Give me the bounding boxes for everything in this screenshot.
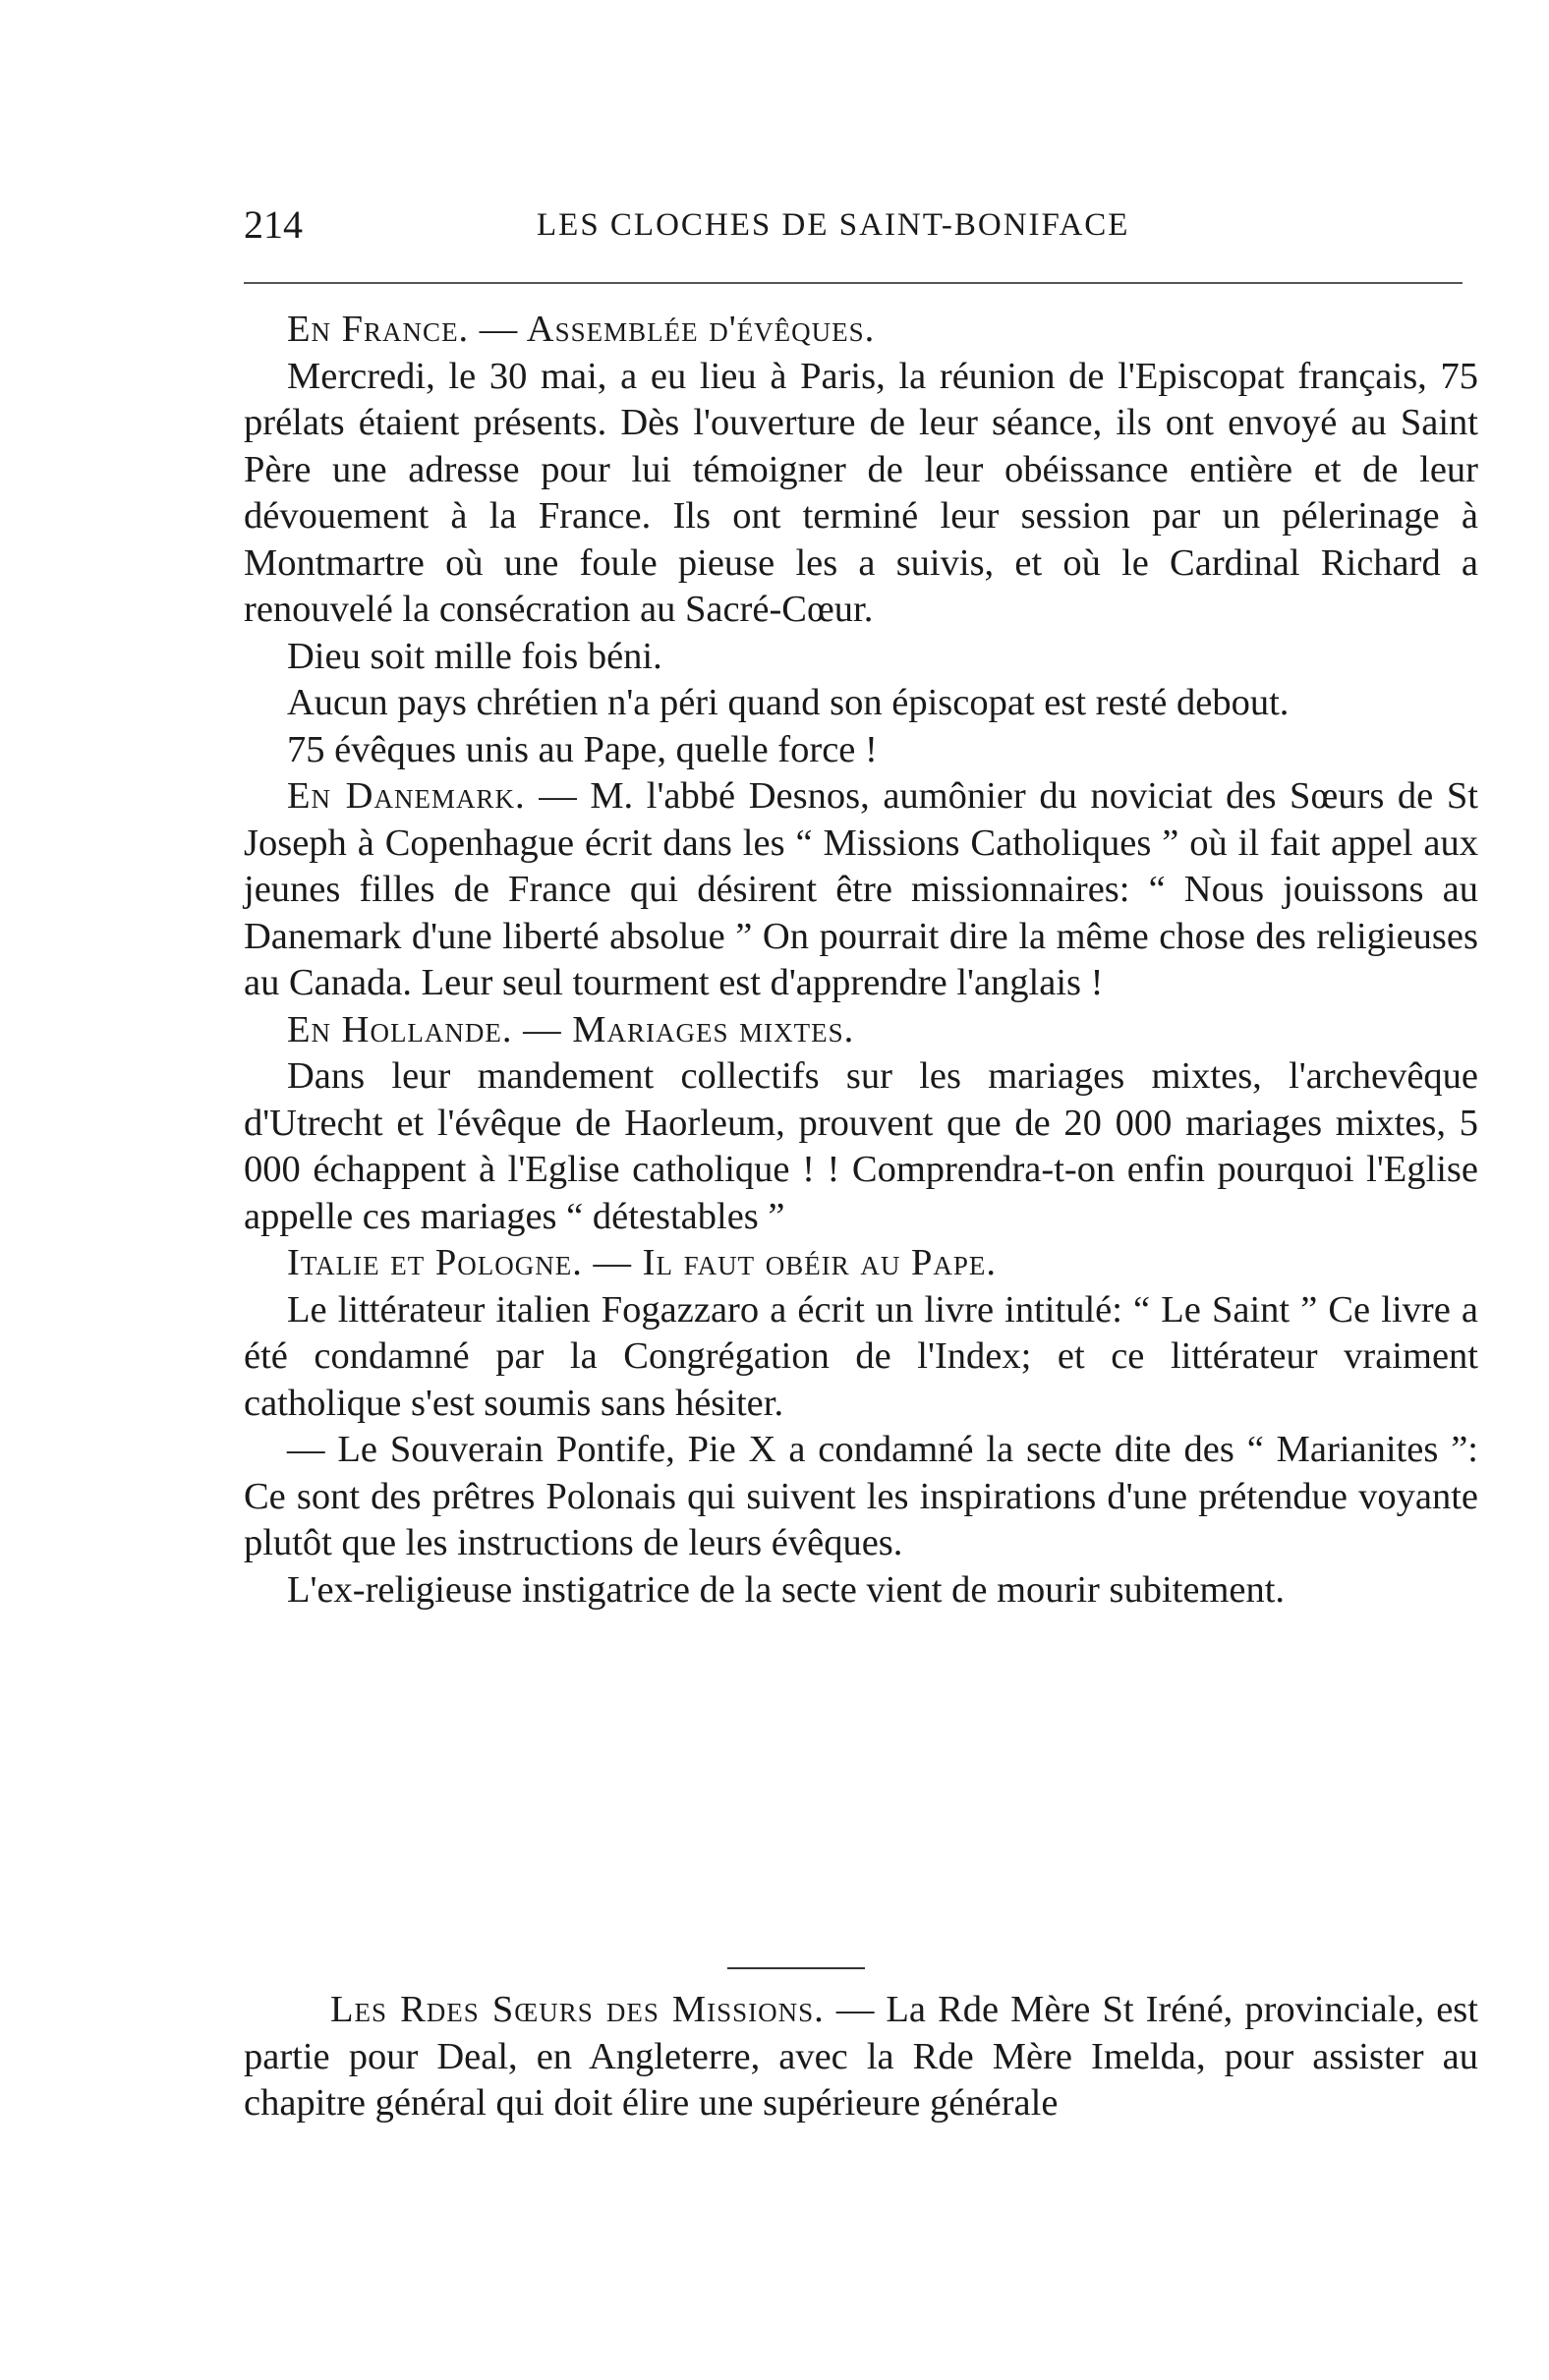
section-separator bbox=[727, 1967, 865, 1969]
section-heading-italie-pologne: Italie et Pologne. — Il faut obéir au Pape. bbox=[287, 1242, 997, 1283]
section-heading-france: En France. — Assemblée d'évêques. bbox=[287, 309, 876, 350]
page-number: 214 bbox=[244, 202, 303, 247]
paragraph: Le littérateur italien Fogazzaro a écrit un livre intitulé: “ Le Saint ” Ce livre a été condamné par la Congrégation de l'Index; et ce littérateur vraiment catholique s'est soumis sans hésiter. bbox=[244, 1288, 1478, 1424]
running-title: LES CLOCHES DE SAINT-BONIFACE bbox=[537, 207, 1130, 243]
article-body bbox=[244, 307, 1478, 1614]
paragraph: Dieu soit mille fois béni. bbox=[287, 635, 662, 677]
paragraph: L'ex-religieuse instigatrice de la secte vient de mourir subitement. bbox=[287, 1568, 1286, 1611]
paragraph: — Le Souverain Pontife, Pie X a condamné la secte dite des “ Marianites ”: Ce sont des prêtres Polonais qui suivent les inspirations d'une prétendue voyante plutôt que les instructions de leurs évêques. bbox=[244, 1429, 1478, 1563]
paragraph: Aucun pays chrétien n'a péri quand son épiscopat est resté debout. bbox=[287, 682, 1290, 723]
page-header bbox=[244, 201, 1463, 260]
section-lead-danemark: — M. l'abbé Desnos, aumônier du noviciat des Sœurs de St Joseph à Copenhague écrit dans les “ Missions Catholiques ” où il fait appel aux jeunes filles de France qui désirent être missionnaires: “ Nous jouissons au Danemark d'une liberté absolue ” On pourrait dire la même chose des religieuses au Canada. Leur seul tourment est d'apprendre l'anglais ! bbox=[244, 775, 1479, 1003]
missions-notice bbox=[244, 1987, 1478, 2127]
missions-text: — La Rde Mère St Iréné, provinciale, est partie pour Deal, en Angleterre, avec la Rde Mère Imelda, pour assister au chapitre général qui doit élire une supérieure générale bbox=[244, 1989, 1478, 2124]
paragraph: Mercredi, le 30 mai, a eu lieu à Paris, la réunion de l'Episcopat français, 75 prélats étaient présents. Dès l'ouverture de leur séance, ils ont envoyé au Saint Père une adresse pour lui témoigner de leur obéissance entière et de leur dévouement à la France. Ils ont terminé leur session par un pélerinage à Montmartre où une foule pieuse les a suivis, et où le Cardinal Richard a renouvelé la consécration au Sacré-Cœur. bbox=[244, 355, 1478, 630]
header-rule bbox=[244, 282, 1463, 284]
paragraph: Dans leur mandement collectifs sur les mariages mixtes, l'archevêque d'Utrecht et l'évêque de Haorleum, prouvent que de 20 000 mariages mixtes, 5 000 échappent à l'Eglise catholique ! ! Comprendra-t-on enfin pourquoi l'Eglise appelle ces mariages “ détestables ” bbox=[244, 1055, 1478, 1237]
paragraph: 75 évêques unis au Pape, quelle force ! bbox=[287, 728, 878, 770]
section-heading-danemark: En Danemark. bbox=[287, 775, 526, 817]
section-heading-missions: Les Rdes Sœurs des Missions. bbox=[330, 1989, 825, 2030]
section-danemark bbox=[244, 773, 1478, 1007]
section-heading-hollande: En Hollande. — Mariages mixtes. bbox=[287, 1008, 855, 1050]
